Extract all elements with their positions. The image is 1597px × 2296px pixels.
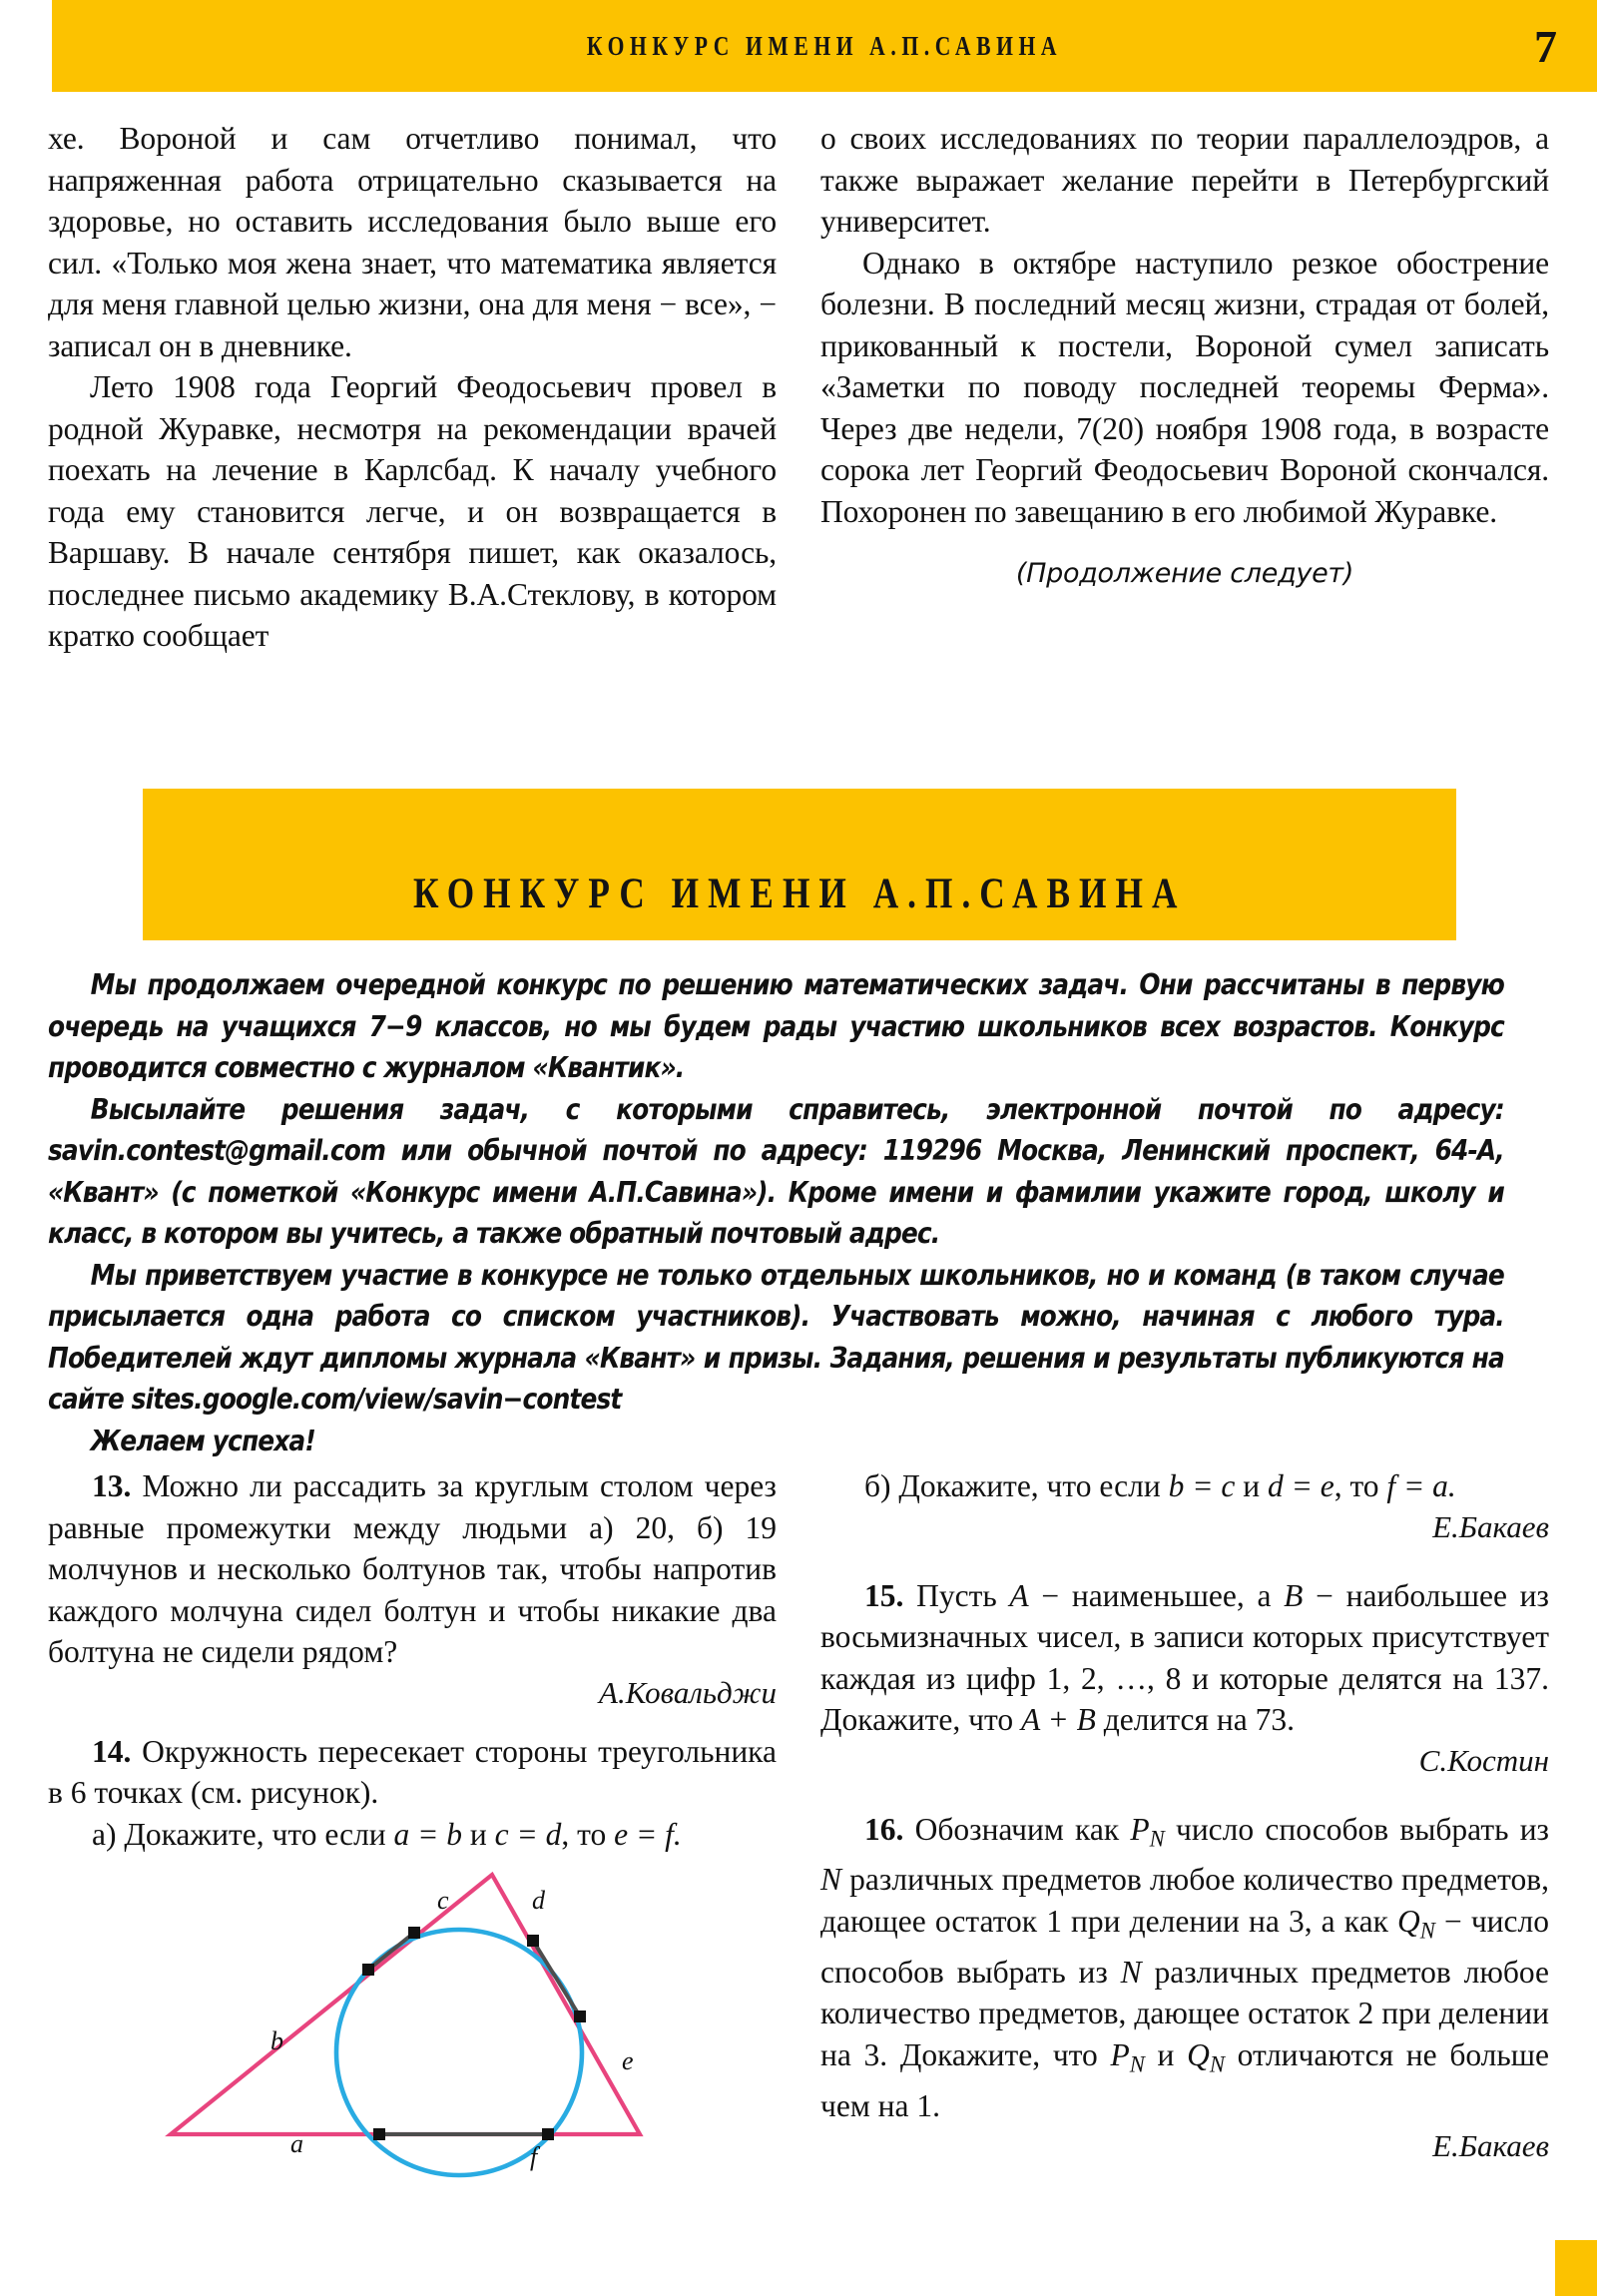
problem-14-part-a (48, 1814, 777, 1856)
triangle-shape (171, 1875, 640, 2134)
p15-expr: A + B (1020, 1702, 1096, 1737)
spacer (820, 1779, 1549, 1809)
problem-14 (48, 1731, 777, 1814)
chord-de (533, 1941, 580, 2016)
spacer (820, 1545, 1549, 1575)
p16-t7: отличаются не больше чем на 1. (820, 2036, 1549, 2123)
figure-label-b: b (270, 2026, 283, 2055)
chord-bc (368, 1933, 414, 1970)
continued-note: (Продолжение следует) (1015, 558, 1354, 589)
p15-t1: Пусть (903, 1577, 1010, 1613)
figure-label-f: f (530, 2142, 538, 2171)
figure-label-e: e (622, 2046, 634, 2075)
intro-paragraph: Высылайте решения задач, с которыми справитесь, электронной почтой по адресу: savin.contest@gmail.com или обычной почтой по адресу: 119296 Москва, Ленинский проспект, 64-А, «Квант» (с пометкой «Конкурс имени А.П.Савина»). Кроме имени и фамилии укажите город, школу и класс, в котором вы учитесь, а также обратный почтовый адрес. (48, 1092, 1504, 1250)
figure-label-a: a (290, 2129, 303, 2158)
p16-sym-P2: P (1110, 2036, 1130, 2072)
article-right-column (820, 118, 1549, 657)
p16-t3: различных предметов любое количество предметов, дающее остаток 1 при делении на 3, а как (820, 1862, 1549, 1939)
problems-right-column (820, 1465, 1549, 2192)
problem-14-figure (48, 1863, 777, 2192)
intro-paragraph: Мы продолжаем очередной конкурс по решению математических задач. Они рассчитаны в первую очередь на учащихся 7−9 классов, но мы будем рады участию школьников всех возрастов. Конкурс проводится совместно с журналом «Квантик». (48, 968, 1504, 1084)
problem-15-number: 15. (864, 1577, 904, 1613)
contest-banner (143, 789, 1456, 940)
article-body (48, 118, 1549, 657)
p16-t5: различных предметов любое количество предметов, дающее остаток 2 при делении на 3. Докажите, что (820, 1954, 1549, 2072)
problem-15 (820, 1575, 1549, 1741)
contest-banner-title: КОНКУРС ИМЕНИ А.П.САВИНА (412, 870, 1187, 917)
problem-15-author: С.Костин (1418, 1742, 1549, 1778)
intersection-point (362, 1964, 374, 1976)
p16-var-N1: N (820, 1862, 842, 1898)
problem-16-number: 16. (864, 1811, 904, 1847)
running-head-bar (52, 0, 1597, 92)
part-a-eq1: a = b (393, 1816, 463, 1852)
p16-t6: и (1144, 2036, 1188, 2072)
intro-paragraph: Мы приветствуем участие в конкурсе не только отдельных школьников, но и команд (в таком случае присылается одна работа со списком участников). Участвовать можно, начиная с любого тура. Победителей ждут дипломы журнала «Квант» и призы. Задания, решения и результаты публикуются на сайте sites.google.com/view/savin−contest (48, 1258, 1504, 1416)
part-b-prefix: б) Докажите, что если (864, 1468, 1169, 1503)
problem-13-author: А.Ковальджи (599, 1674, 777, 1710)
page-number: 7 (1534, 20, 1557, 72)
intersection-point (408, 1927, 420, 1939)
part-b-end: f = a. (1386, 1468, 1456, 1503)
part-a-suffix: , то (561, 1816, 615, 1852)
intersection-point (542, 2128, 554, 2140)
figure-label-c: c (437, 1886, 449, 1915)
p16-t1: Обозначим как (903, 1811, 1131, 1847)
article-paragraph: Лето 1908 года Георгий Феодосьевич провел в родной Журавке, несмотря на рекомендации врачей поехать на лечение в Карлсбад. К началу учебного года ему становится легче, и он возвращается в Варшаву. В начале сентября пишет, как оказалось, последнее письмо академику В.А.Стеклову, в котором кратко сообщает (48, 369, 777, 653)
p16-sym-Q: Q (1396, 1903, 1420, 1939)
part-a-end: e = f. (614, 1816, 682, 1852)
p15-t2: − наименьшее, а (1028, 1577, 1285, 1613)
running-head-title: КОНКУРС ИМЕНИ А.П.САВИНА (586, 30, 1063, 61)
problem-14-part-b (820, 1465, 1549, 1507)
part-a-prefix: а) Докажите, что если (92, 1816, 394, 1852)
p16-sub-P: N (1149, 1825, 1165, 1851)
intersection-point (574, 2010, 586, 2022)
p16-sub-P2: N (1129, 2051, 1145, 2077)
p16-sym-Q2: Q (1187, 2036, 1210, 2072)
p16-sub-Q2: N (1209, 2051, 1225, 2077)
corner-tab-marker (1555, 2240, 1597, 2296)
article-paragraph: Однако в октябре наступило резкое обострение болезни. В последний месяц жизни, страдая от болей, прикованный к постели, Вороной сумел записать «Заметки по поводу последней теоремы Ферма». Через две недели, 7(20) ноября 1908 года, в возрасте сорока лет Георгий Феодосьевич Вороной скончался. Похоронен по завещанию в его любимой Журавке. (820, 245, 1549, 529)
problem-14-number: 14. (92, 1733, 132, 1769)
part-a-mid: и (462, 1816, 495, 1852)
problem-16-author: Е.Бакаев (1432, 2128, 1549, 2164)
problem-14-text: Окружность пересекает стороны треугольника в 6 точках (см. рисунок). (48, 1733, 777, 1810)
problem-13-number: 13. (92, 1468, 132, 1503)
contest-intro (48, 964, 1549, 1461)
article-left-column (48, 118, 777, 657)
p16-t2: число способов выбрать из (1164, 1811, 1549, 1847)
part-a-eq2: c = d (494, 1816, 562, 1852)
problem-16 (820, 1809, 1549, 2127)
p15-var-A: A (1009, 1577, 1029, 1613)
p16-sym-P: P (1130, 1811, 1150, 1847)
p16-var-N2: N (1120, 1954, 1142, 1990)
problem-14-author: Е.Бакаев (1432, 1508, 1549, 1544)
p15-t5: делится на 73. (1095, 1702, 1295, 1737)
article-paragraph: о своих исследованиях по теории параллелоэдров, а также выражает желание перейти в Петербургский университет. (820, 121, 1549, 239)
p16-sub-Q: N (1419, 1918, 1435, 1944)
p15-t3: − наибольшее из восьмизначных чисел, в записи которых присутствует каждая из цифр 1, 2, …, 8 и которые делятся на 137. Докажите, что (820, 1577, 1549, 1737)
problems-left-column (48, 1465, 777, 2192)
triangle-circle-diagram (163, 1863, 662, 2192)
intersection-point (373, 2128, 385, 2140)
part-b-suffix: , то (1333, 1468, 1387, 1503)
part-b-eq1: b = c (1168, 1468, 1236, 1503)
spacer (48, 1711, 777, 1731)
article-paragraph: хе. Вороной и сам отчетливо понимал, что напряженная работа отрицательно сказывается на здоровье, но оставить исследования было выше его сил. «Только моя жена знает, что математика является для меня главной целью жизни, она для меня − все», − записал он в дневнике. (48, 121, 777, 363)
problem-13-text: Можно ли рассадить за круглым столом через равные промежутки между людьми а) 20, б) 19 молчунов и несколько болтунов так, чтобы напротив каждого молчуна сидел болтун и чтобы никакие два болтуна не сидели рядом? (48, 1468, 777, 1669)
intersection-point (527, 1935, 539, 1947)
figure-label-d: d (532, 1886, 545, 1915)
p15-var-B: B (1284, 1577, 1304, 1613)
intro-closing: Желаем успеха! (90, 1424, 315, 1457)
problems-section (48, 1465, 1549, 2192)
p16-t4: − число способов выбрать из (820, 1903, 1549, 1990)
problem-13 (48, 1465, 777, 1673)
part-b-mid: и (1235, 1468, 1268, 1503)
part-b-eq2: d = e (1267, 1468, 1334, 1503)
